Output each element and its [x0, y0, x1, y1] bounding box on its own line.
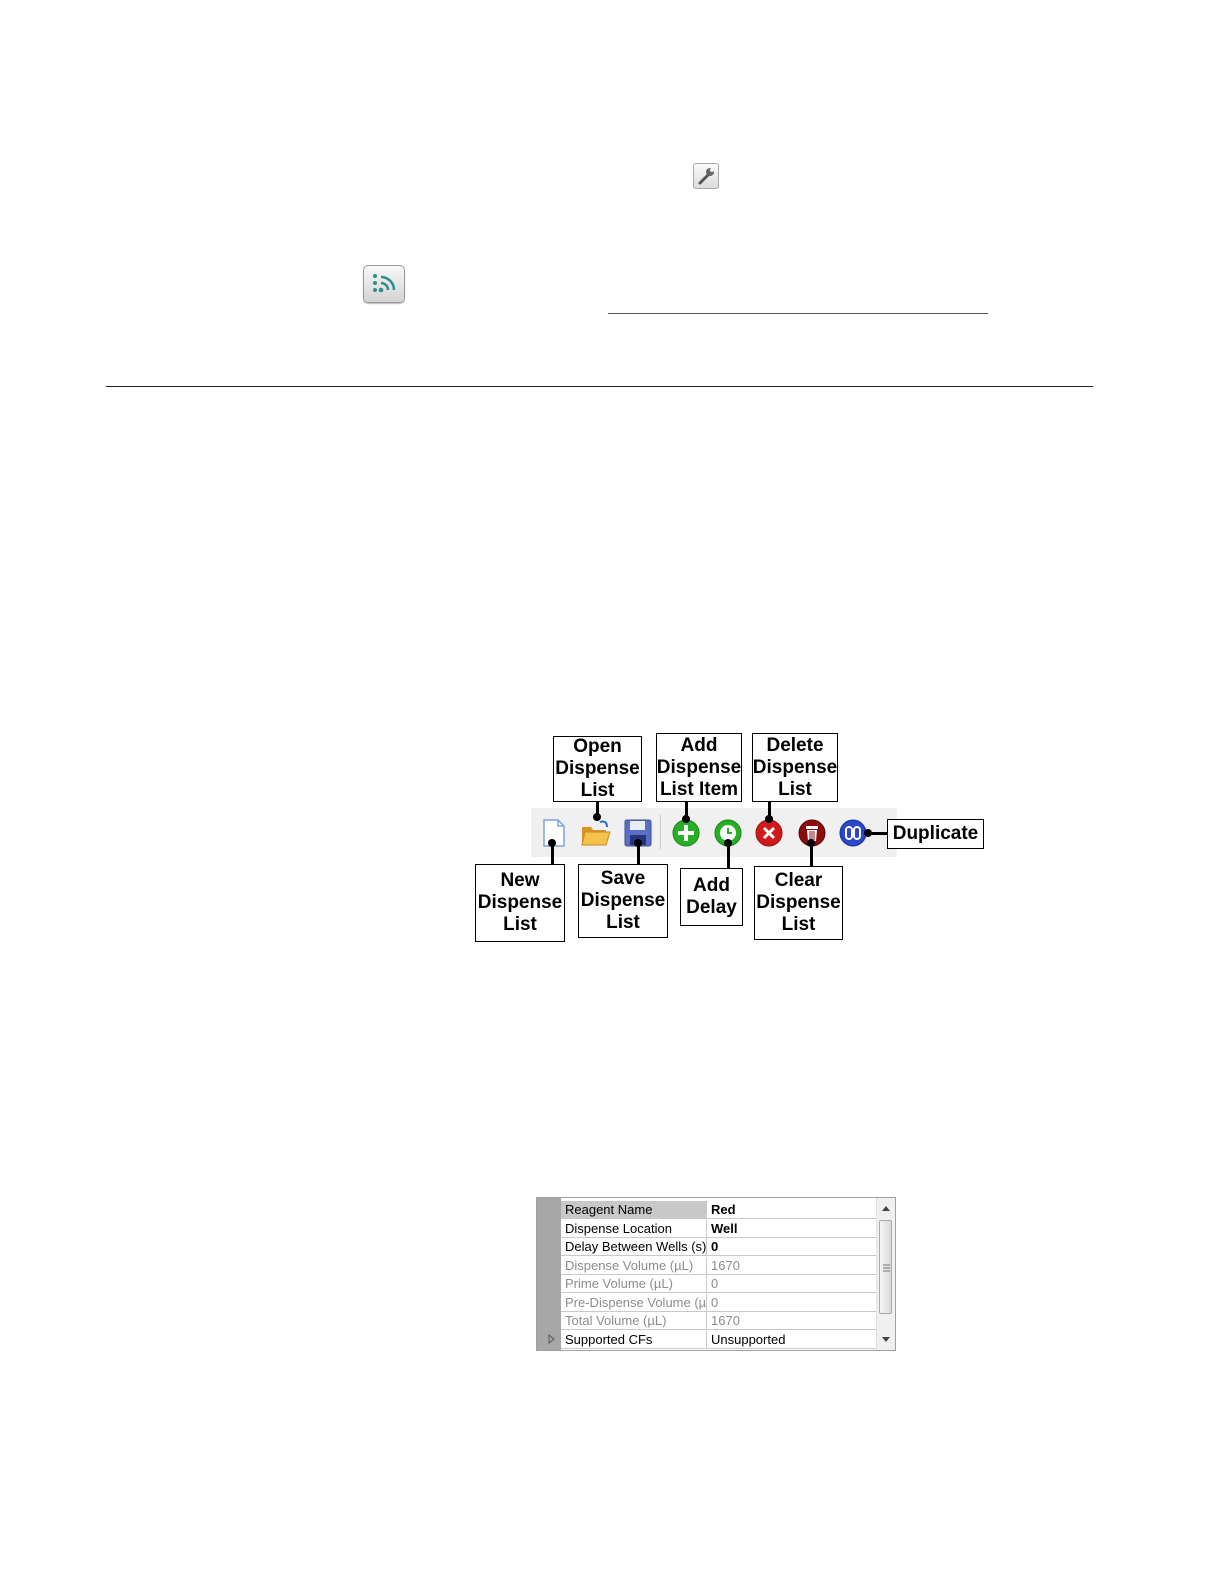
callout-new-dispense-list: New Dispense List	[475, 864, 565, 942]
property-row[interactable]	[561, 1294, 877, 1312]
leader-dot	[864, 829, 872, 837]
property-value[interactable]: Well	[707, 1220, 877, 1238]
grid-scrollbar[interactable]	[876, 1198, 895, 1350]
property-row[interactable]	[561, 1257, 877, 1275]
property-name: Supported CFs	[561, 1331, 707, 1349]
leader-dot	[548, 839, 556, 847]
property-row[interactable]	[561, 1220, 877, 1238]
property-value[interactable]: Unsupported	[707, 1331, 877, 1349]
property-name: Delay Between Wells (s)	[561, 1238, 707, 1256]
leader-dot	[682, 815, 690, 823]
property-value[interactable]: 0	[707, 1238, 877, 1256]
callout-add-dispense-list-item: Add Dispense List Item	[656, 733, 742, 802]
open-folder-icon[interactable]	[580, 818, 610, 848]
section-divider	[106, 386, 1093, 387]
property-row[interactable]	[561, 1201, 877, 1219]
property-row[interactable]	[561, 1312, 877, 1330]
property-name: Pre-Dispense Volume (µ	[561, 1294, 707, 1312]
leader-dot	[634, 839, 642, 847]
property-value[interactable]: 0	[707, 1294, 877, 1312]
property-value[interactable]: 1670	[707, 1312, 877, 1330]
property-row[interactable]	[561, 1331, 877, 1349]
property-name: Dispense Location	[561, 1220, 707, 1238]
leader-dot	[807, 839, 815, 847]
property-value[interactable]: 1670	[707, 1257, 877, 1275]
toolbar-separator	[660, 815, 661, 849]
callout-save-dispense-list: Save Dispense List	[578, 864, 668, 938]
property-name: Reagent Name	[561, 1201, 707, 1219]
property-row[interactable]	[561, 1275, 877, 1293]
property-grid	[536, 1197, 896, 1351]
leader-dot	[593, 813, 601, 821]
callout-delete-dispense-list: Delete Dispense List	[752, 733, 838, 802]
grid-row-header-gutter	[537, 1198, 561, 1350]
property-name: Prime Volume (µL)	[561, 1275, 707, 1293]
underline-rule	[608, 313, 988, 314]
property-value[interactable]: Red	[707, 1201, 877, 1219]
callout-clear-dispense-list: Clear Dispense List	[754, 866, 843, 940]
property-name: Total Volume (µL)	[561, 1312, 707, 1330]
wireless-signal-icon[interactable]	[363, 265, 405, 303]
scrollbar-thumb[interactable]	[879, 1220, 892, 1314]
property-value[interactable]: 0	[707, 1275, 877, 1293]
property-row[interactable]	[561, 1238, 877, 1256]
callout-duplicate: Duplicate	[887, 819, 984, 849]
callout-open-dispense-list: Open Dispense List	[553, 736, 642, 802]
leader-dot	[724, 839, 732, 847]
property-name: Dispense Volume (µL)	[561, 1257, 707, 1275]
wrench-icon[interactable]	[693, 163, 719, 189]
callout-add-delay: Add Delay	[680, 868, 743, 926]
leader-dot	[765, 815, 773, 823]
